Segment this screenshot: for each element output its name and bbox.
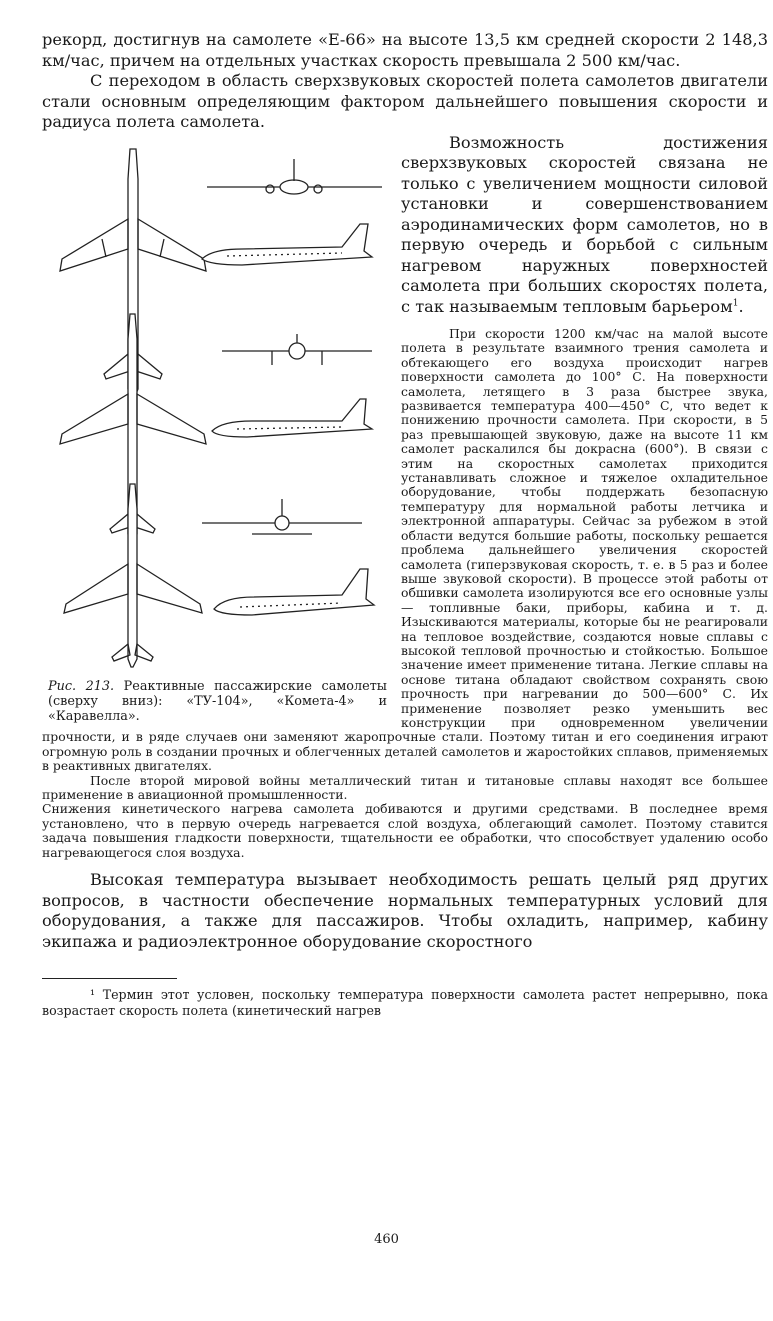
caravelle-top-view-icon: [64, 484, 202, 667]
paragraph-6: Снижения кинетического нагрева самолета добиваются и другими средствами. В последнее время установлено, что в первую очередь нагревается слой воздуха, облегающий самолет. Поэтому ставится задача повышения гладкости поверхности, тщательности ее обработки, что способствует удалению особо нагревающегося слоя воздуха.: [42, 801, 768, 860]
tu104-front-view-icon: [207, 159, 382, 194]
paragraph-5: После второй мировой войны металлический титан и титановые сплавы находят все большее применение в авиационной промышленности.: [42, 772, 768, 802]
aircraft-drawings: [42, 139, 387, 669]
footnote: ¹ Термин этот условен, поскольку температура поверхности самолета растет непрерывно, пока возрастает скорость полета (кинетический нагрев: [42, 987, 768, 1019]
figure-caption-label: Рис. 213.: [48, 678, 115, 694]
figure-caption: [48, 679, 387, 724]
paragraph-1: рекорд, достигнув на самолете «Е-66» на высоте 13,5 км средней скорости 2 148,3 км/час, причем на отдельных участках скорость превышала 2 500 км/час.: [42, 30, 768, 70]
comet4-front-view-icon: [222, 334, 372, 365]
figure-caption-text: Реактивные пассажирские самолеты (сверху вниз): «ТУ-104», «Комета-4» и «Каравелла».: [48, 678, 387, 724]
caravelle-side-view-icon: [214, 569, 374, 615]
tu104-side-view-icon: [202, 224, 372, 265]
footnote-ref: 1: [732, 298, 739, 309]
page-number: 460: [374, 1232, 399, 1247]
page-content: [42, 30, 768, 1019]
figure-213: [42, 139, 387, 724]
footnote-divider: [42, 978, 177, 979]
paragraph-3-end: .: [738, 296, 744, 316]
comet4-side-view-icon: [212, 399, 372, 437]
paragraph-3-text: Возможность достижения сверхзвуковых скоростей связана не только с увеличением мощности силовой установки и совершенствованием аэродинамических форм самолетов, но в первую очередь и борьбой с сильным нагревом наружных поверхностей самолета при больших скоростях полета, с так называемым тепловым барьером: [401, 132, 768, 316]
paragraph-4: При скорости 1200 км/час на малой высоте полета в результате взаимного трения самолета и обтекающего его воздуха происходит нагрев поверхности самолета до 100° С. На поверхности самолета, летящего в 3 раза быстрее звука, развивается температура 400—450° С, что ведет к понижению прочности самолета. При скорости, в 5 раз превышающей звуковую, даже на высоте 11 км самолет раскалился бы докрасна (600°). В связи с этим на скоростных самолетах приходится устанавливать сложное и тяжелое охладительное оборудование, чтобы поддержать безопасную температуру для нормальной работы летчика и электронной аппаратуры. Сейчас за рубежом в этой области ведутся большие работы, поскольку решается проблема дальнейшего увеличения скоростей самолета (гиперзвуковая скорость, т. е. в 5 раз и более выше звуковой скорости). В процессе этой работы от обшивки самолета изолируются все его основные узлы — топливные баки, приборы, кабина и т. д. Изыскиваются материалы, которые бы не реагировали на тепловое воздействие, создаются новые сплавы с высокой тепловой прочностью и стойкостью. Большое значение имеет применение титана. Легкие сплавы на основе титана обладают свойством сохранять свою прочность при нагревании до 500—600° С. Их применение позволяет резко уменьшить вес конструкции при одновременном увеличении прочности, и в ряде случаев они заменяют жаропрочные стали. Поэтому титан и его соединения играют огромную роль в создании прочных и облегченных деталей самолетов и жаростойких сплавов, применяемых в реактивных двигателях.: [42, 326, 768, 774]
caravelle-front-view-icon: [202, 499, 362, 534]
paragraph-7: Высокая температура вызывает необходимость решать целый ряд других вопросов, в частности обеспечение нормальных температурных условий для оборудования, а также для пассажиров. Чтобы охладить, например, кабину экипажа и радиоэлектронное оборудование скоростного: [42, 870, 768, 951]
paragraph-2: С переходом в область сверхзвуковых скоростей полета самолетов двигатели стали основным определяющим фактором дальнейшего повышения скорости и радиуса полета самолета.: [42, 71, 768, 131]
